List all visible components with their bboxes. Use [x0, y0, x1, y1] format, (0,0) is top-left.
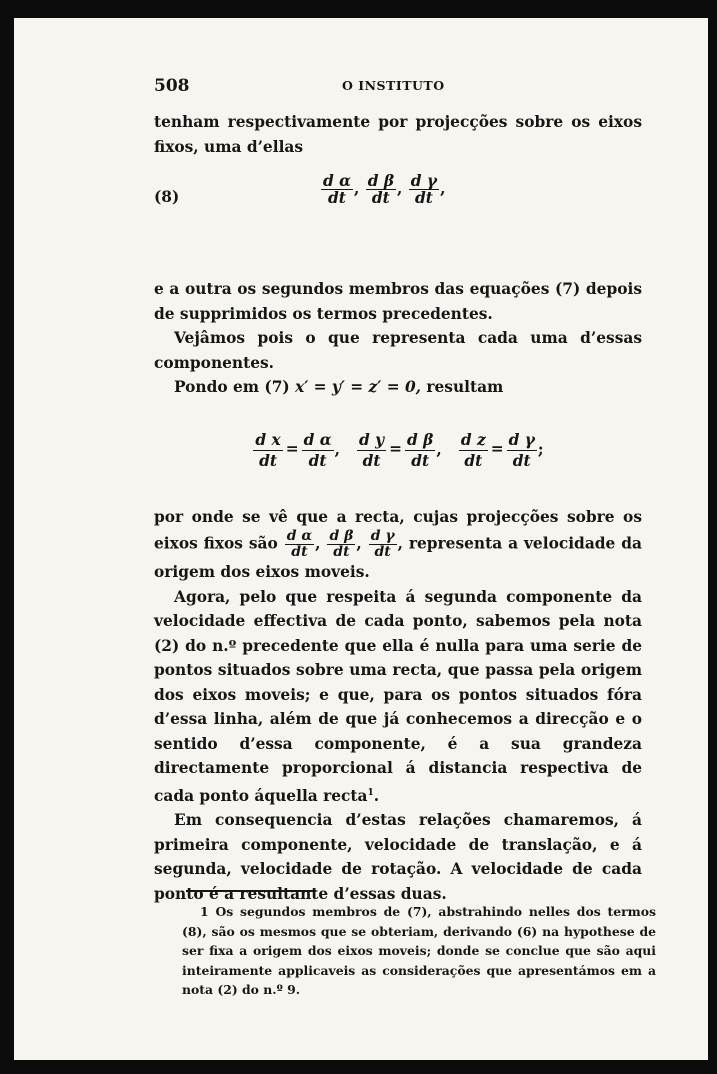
velocity-equations: $\frac{\text{d x}}{dt}$ = $\frac{\text{d α}}{dt}$ , $\frac{\text{d y}}{dt}$ = $\frac{\text{d β}}{dt}$ , $\frac{\text{d z}}{dt}$ = $\frac{\text{d γ}}{dt}$ ;	[255, 430, 544, 470]
footnote	[182, 902, 656, 1000]
fraction-dx-dt: $\frac{\text{d x}}{dt}$	[255, 430, 281, 470]
paragraph-3: Vejâmos pois o que representa cada uma d’essas componentes.	[154, 329, 642, 372]
fraction-d-gamma: $\frac{\text{d γ}}{dt}$	[410, 172, 438, 207]
running-title: O INSTITUTO	[342, 78, 445, 93]
footnote-text: Os segundos membros de (7), abstrahindo nelles dos termos (8), são os mesmos que se obteriam, derivando (6) na hypothese de ser fixa a origem dos eixos moveis; donde se conclue que são aqui inteiramente applicaveis as considerações que apresentámos em a nota (2) do n.º 9.	[182, 904, 656, 997]
fraction-d-gamma-3: $\frac{\text{d γ}}{dt}$	[370, 528, 395, 560]
paragraph-4: Pondo em (7) x′ = y′ = z′ = 0, resultam	[174, 378, 504, 396]
fraction-d-alpha-3: $\frac{\text{d α}}{dt}$	[286, 528, 313, 560]
equation-8-label: (8)	[154, 188, 180, 206]
fraction-d-gamma-2: $\frac{\text{d γ}}{dt}$	[508, 430, 535, 470]
paragraph-2: e a outra os segundos membros das equações (7) depois de supprimidos os termos precedentes.	[154, 280, 642, 323]
paragraph-6: Agora, pelo que respeita á segunda componente da velocidade effectiva de cada ponto, sabemos pela nota (2) do n.º precedente que ella é nulla para uma serie de pontos situados sobre uma recta, que passa pela origem dos eixos moveis; e que, para os pontos situados fóra d’essa linha, além de que já conhecemos a direcção e o sentido d’essa componente, é a sua grandeza directamente proporcional á distancia respectiva de cada ponto áquella recta$^1$.	[154, 587, 642, 805]
fraction-d-beta: $\frac{\text{d β}}{dt}$	[367, 172, 395, 207]
fraction-dy-dt: $\frac{\text{d y}}{dt}$	[359, 430, 385, 470]
footnote-rule	[186, 890, 316, 892]
fraction-d-beta-2: $\frac{\text{d β}}{dt}$	[407, 430, 434, 470]
book-page	[14, 18, 708, 1060]
page-number: 508	[154, 76, 190, 96]
zero-condition: x′ = y′ = z′ = 0,	[295, 378, 422, 396]
paragraph-5: por onde se vê que a recta, cujas projecções sobre os eixos fixos são $\frac{\text{d α}}{dt}$ , $\frac{\text{d β}}{dt}$ , $\frac{\text{d γ}}{dt}$ , representa a velocidade da origem dos eixos moveis.	[154, 507, 642, 581]
footnote-ref: 1	[367, 787, 374, 798]
page-header	[154, 76, 674, 104]
equation-8	[154, 165, 642, 235]
fraction-d-beta-3: $\frac{\text{d β}}{dt}$	[329, 528, 354, 560]
footnote-marker: 1	[200, 904, 209, 919]
paragraph-7: Em consequencia d’estas relações chamaremos, á primeira componente, velocidade de translação, e á segunda, velocidade de rotação. A velocidade de cada ponto é a resultante d’essas duas.	[154, 811, 642, 903]
fraction-dz-dt: $\frac{\text{d z}}{dt}$	[460, 430, 486, 470]
main-text	[154, 110, 642, 906]
fraction-d-alpha-2: $\frac{\text{d α}}{dt}$	[303, 430, 332, 470]
fraction-d-alpha: $\frac{\text{d α}}{dt}$	[323, 172, 351, 207]
paragraph-1: tenham respectivamente por projecções sobre os eixos fixos, uma d’ellas	[154, 113, 642, 156]
equation-8-fractions: $\frac{\text{d α}}{dt}$ , $\frac{\text{d β}}{dt}$ , $\frac{\text{d γ}}{dt}$ ,	[323, 172, 446, 207]
